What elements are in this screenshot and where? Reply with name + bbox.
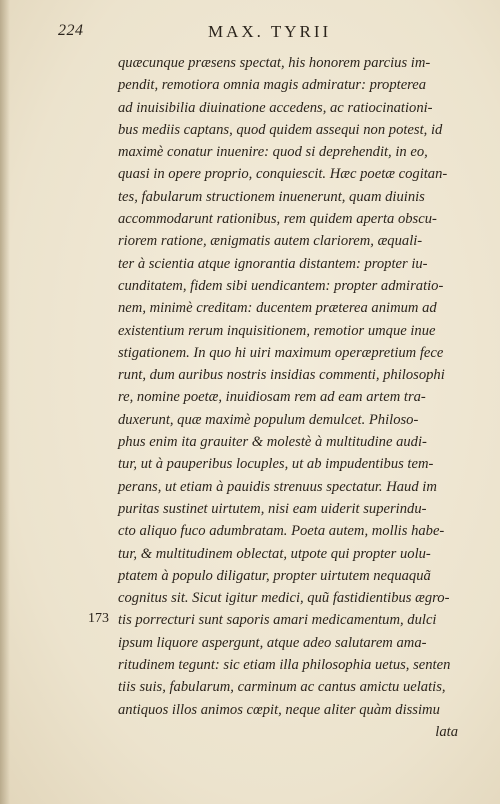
text-line: ad inuisibilia diuinatione accedens, ac ratiocinationi- — [118, 99, 433, 116]
text-line: existentium rerum inquisitionem, remotior umque inue — [118, 322, 436, 339]
text-line: phus enim ita grauiter & molestè à multitudine audi- — [118, 434, 427, 451]
margin-number: 173 — [88, 611, 109, 626]
page-number: 224 — [58, 22, 84, 39]
text-line: ter à scientia atque ignorantia distantem: propter iu- — [118, 255, 428, 272]
text-line: tur, ut à pauperibus locuples, ut ab impudentibus tem- — [118, 456, 434, 473]
text-line: tur, & multitudinem oblectat, utpote qui propter uolu- — [118, 545, 431, 562]
text-line: ptatem à populo diligatur, propter uirtutem nequaquã — [118, 567, 431, 584]
text-line: quasi in opere proprio, conquiescit. Hæc poetæ cogitan- — [118, 166, 448, 183]
text-line: puritas sustinet uirtutem, nisi eam uiderit superindu- — [118, 500, 427, 517]
text-line: re, nomine poetæ, inuidiosam rem ad eam artem tra- — [118, 389, 426, 406]
text-line: stigationem. In quo hi uiri maximum operæpretium fece — [118, 344, 444, 361]
text-line: perans, ut etiam à pauidis strenuus spectatur. Haud im — [118, 478, 437, 495]
text-line: quæcunque præsens spectat, his honorem parcius im- — [118, 55, 431, 71]
text-line: tis porrecturi sunt saporis amari medicamentum, dulci — [118, 612, 437, 629]
text-line: cognitus sit. Sicut igitur medici, quũ fastidientibus ægro- — [118, 590, 450, 607]
page-header — [58, 22, 478, 46]
text-line: tes, fabularum structionem inuenerunt, quam diuinis — [118, 188, 425, 205]
text-line: cto aliquo fuco adumbratam. Poeta autem, mollis habe- — [118, 523, 445, 540]
body-text — [118, 52, 480, 743]
catchword: lata — [435, 723, 458, 740]
text-line: ritudinem tegunt: sic etiam illa philosophia uetus, senten — [118, 657, 451, 674]
text-line: runt, dum auribus nostris insidias commenti, philosophi — [118, 367, 445, 384]
text-line: ipsum liquore aspergunt, atque adeo salutarem ama- — [118, 634, 427, 651]
text-line: maximè conatur inuenire: quod si deprehendit, in eo, — [118, 144, 428, 161]
text-line: duxerunt, quæ maximè populum demulcet. Philoso- — [118, 411, 419, 428]
page-gutter-shadow — [0, 0, 10, 804]
text-line: riorem ratione, ænigmatis autem clariorem, æquali- — [118, 233, 423, 250]
text-line: bus mediis captans, quod quidem assequi non potest, id — [118, 121, 443, 138]
running-head: MAX. TYRII — [208, 22, 332, 41]
text-line: pendit, remotiora omnia magis admiratur: propterea — [118, 77, 427, 94]
text-line: cunditatem, fidem sibi uendicantem: propter admiratio- — [118, 277, 444, 294]
text-line: antiquos illos animos cœpit, neque aliter quàm dissimu — [118, 701, 440, 718]
text-line: nem, minimè creditam: ducentem præterea animum ad — [118, 300, 437, 317]
text-line: accommodarunt rationibus, rem quidem aperta obscu- — [118, 211, 437, 228]
text-line: tiis suis, fabularum, carminum ac cantus amictu uelatis, — [118, 679, 446, 696]
